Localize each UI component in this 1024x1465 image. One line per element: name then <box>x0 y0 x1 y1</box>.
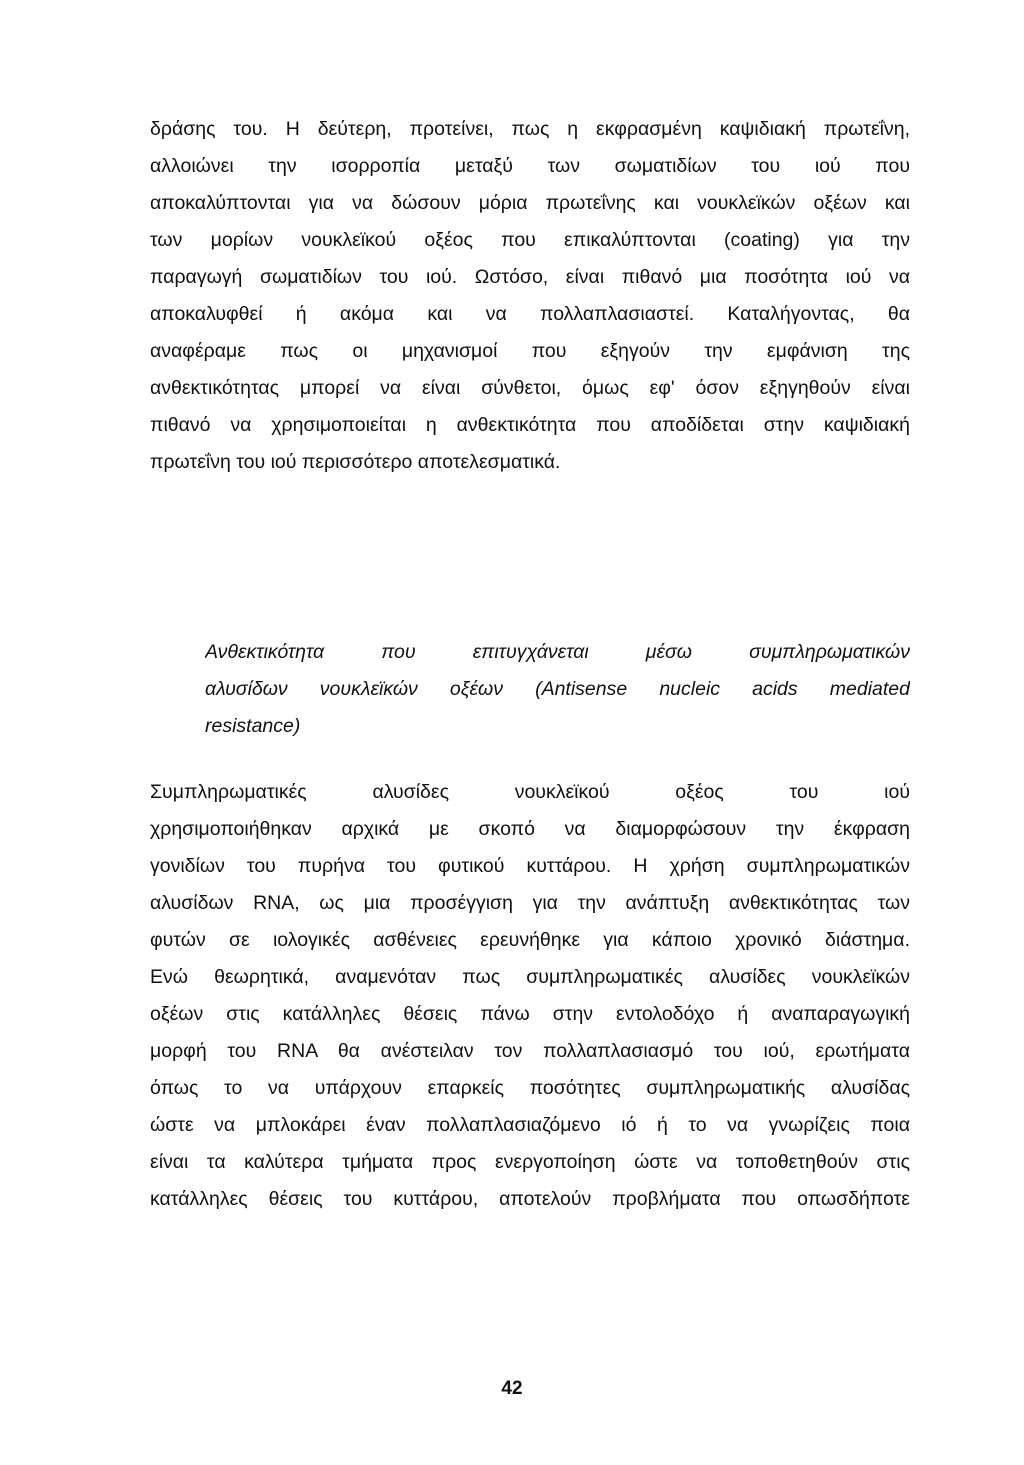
text-line: κατάλληλες θέσεις του κυττάρου, αποτελούν προβλήματα που οπωσδήποτε <box>150 1188 910 1210</box>
heading-line: resistance) <box>205 715 301 737</box>
heading-line: Ανθεκτικότητα που επιτυγχάνεται μέσω συμπληρωματικών <box>205 641 910 663</box>
heading-line: αλυσίδων νουκλεϊκών οξέων (Antisense nucleic acids mediated <box>205 678 910 700</box>
text-line: δράσης του. Η δεύτερη, προτείνει, πως η εκφρασμένη καψιδιακή πρωτεΐνη, <box>150 118 910 140</box>
text-line: πιθανό να χρησιμοποιείται η ανθεκτικότητα που αποδίδεται στην καψιδιακή <box>150 414 910 436</box>
text-line: πρωτεΐνη του ιού περισσότερο αποτελεσματικά. <box>150 451 561 473</box>
text-line: Συμπληρωματικές αλυσίδες νουκλεϊκού οξέος του ιού <box>150 781 910 803</box>
text-line: αποκαλύπτονται για να δώσουν μόρια πρωτεΐνης και νουκλεϊκών οξέων και <box>150 192 910 214</box>
text-line: των μορίων νουκλεϊκού οξέος που επικαλύπτονται (coating) για την <box>150 229 910 251</box>
text-line: είναι τα καλύτερα τμήματα προς ενεργοποίηση ώστε να τοποθετηθούν στις <box>150 1151 910 1173</box>
text-line: γονιδίων του πυρήνα του φυτικού κυττάρου. Η χρήση συμπληρωματικών <box>150 855 910 877</box>
text-line: μορφή του RNA θα ανέστειλαν τον πολλαπλασιασμό του ιού, ερωτήματα <box>150 1040 910 1062</box>
text-line: παραγωγή σωματιδίων του ιού. Ωστόσο, είναι πιθανό μια ποσότητα ιού να <box>150 266 910 288</box>
text-line: αλυσίδων RNA, ως μια προσέγγιση για την ανάπτυξη ανθεκτικότητας των <box>150 892 910 914</box>
text-line: αποκαλυφθεί ή ακόμα και να πολλαπλασιαστεί. Καταλήγοντας, θα <box>150 303 910 325</box>
text-line: φυτών σε ιολογικές ασθένειες ερευνήθηκε για κάποιο χρονικό διάστημα. <box>150 929 910 951</box>
section-heading <box>205 634 910 745</box>
paragraph-2 <box>150 774 910 1218</box>
text-line: ώστε να μπλοκάρει έναν πολλαπλασιαζόμενο ιό ή το να γνωρίζεις ποια <box>150 1114 910 1136</box>
page-number: 42 <box>501 1378 523 1399</box>
text-line: αναφέραμε πως οι μηχανισμοί που εξηγούν την εμφάνιση της <box>150 340 910 362</box>
text-line: ανθεκτικότητας μπορεί να είναι σύνθετοι, όμως εφ' όσον εξηγηθούν είναι <box>150 377 910 399</box>
text-line: αλλοιώνει την ισορροπία μεταξύ των σωματιδίων του ιού που <box>150 155 910 177</box>
text-line: οξέων στις κατάλληλες θέσεις πάνω στην εντολοδόχο ή αναπαραγωγική <box>150 1003 910 1025</box>
paragraph-1 <box>150 111 910 481</box>
text-line: Ενώ θεωρητικά, αναμενόταν πως συμπληρωματικές αλυσίδες νουκλεϊκών <box>150 966 910 988</box>
text-line: χρησιμοποιήθηκαν αρχικά με σκοπό να διαμορφώσουν την έκφραση <box>150 818 910 840</box>
text-line: όπως το να υπάρχουν επαρκείς ποσότητες συμπληρωματικής αλυσίδας <box>150 1077 910 1099</box>
